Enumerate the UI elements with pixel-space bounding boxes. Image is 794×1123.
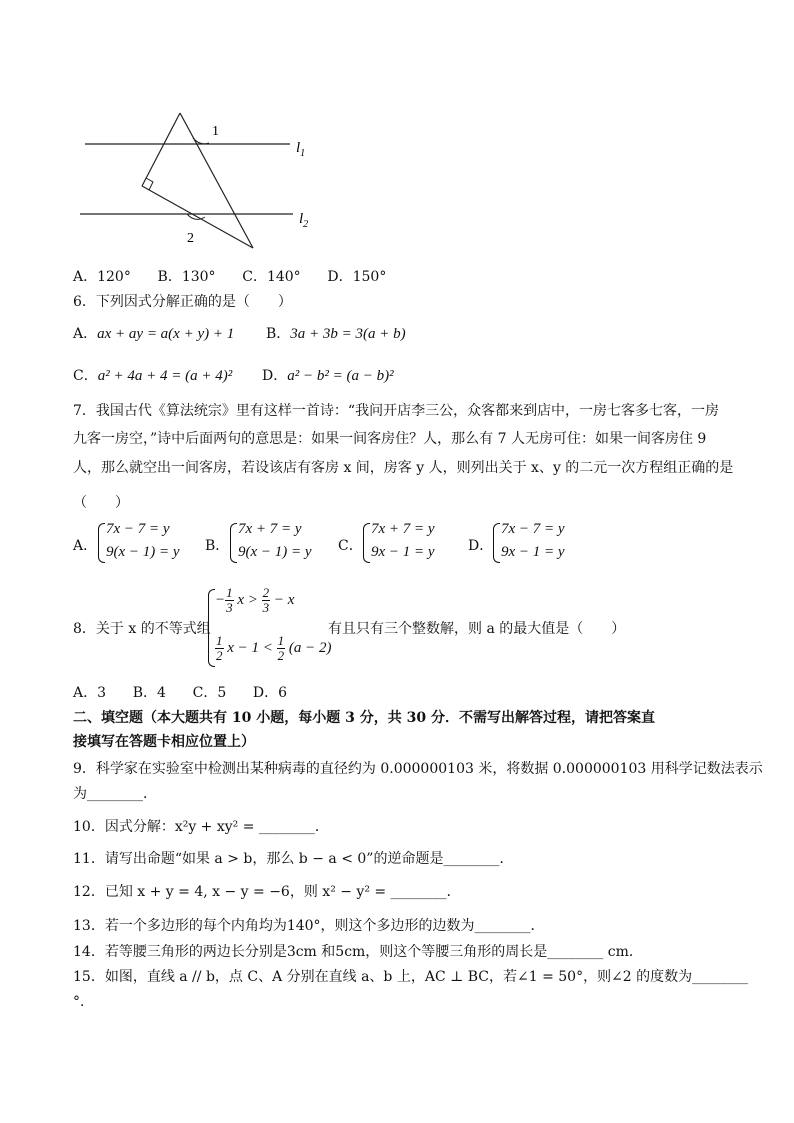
triangle-side-2	[142, 113, 180, 186]
q7-option-a-eq1: 7x − 7 = y	[106, 521, 170, 537]
q7-line-2: 九客一房空，”诗中后面两句的意思是：如果一间客房住？人，那么有 7 人无房可住：如果一间客房住 9	[73, 431, 707, 447]
q6-option-b-expr: 3a + 3b = 3(a + b)	[290, 326, 406, 342]
q8-suffix: 有且只有三个整数解，则 a 的最大值是（ ）	[328, 621, 626, 637]
q6-option-c-expr: a² + 4a + 4 = (a + 4)²	[97, 368, 233, 384]
q8-ineq-2	[215, 634, 332, 663]
q6-option-d-expr: a² − b² = (a − b)²	[287, 368, 394, 384]
q13: 13．若一个多边形的每个内角均为140°，则这个多边形的边数为________．	[73, 918, 545, 934]
q6-option-a-label: A．	[73, 326, 98, 342]
line-l1-label: $l_1$	[296, 140, 306, 159]
q8-ineq1-minus: −	[215, 591, 226, 608]
q7-option-c-eq1: 7x + 7 = y	[371, 521, 435, 537]
q8-ineq1-mid: x >	[237, 591, 258, 608]
q8-ineq2-frac2	[277, 634, 286, 663]
q7-line-1: 7．我国古代《算法统宗》里有这样一首诗：“我问开店李三公，众客都来到店中，一房七客多七客，一房	[73, 403, 720, 419]
q8-ineq2-frac2-den: 2	[277, 648, 285, 663]
q6-option-c	[73, 365, 232, 385]
q7-option-b-brace	[230, 523, 237, 563]
q6-option-c-label: C．	[73, 368, 98, 384]
q7-option-b-label: B．	[205, 538, 230, 554]
q9-line-1: 9．科学家在实验室中检测出某种病毒的直径约为 0.000000103 米，将数据 0.000000103 用科学记数法表示	[73, 761, 763, 777]
q7-option-c-brace	[363, 523, 370, 563]
section-2-heading-line-2: 接填写在答题卡相应位置上）	[73, 734, 255, 750]
q7-option-b-eq1: 7x + 7 = y	[238, 521, 302, 537]
q8-ineq1-frac1	[225, 586, 234, 615]
q5-options: A．120° B．130° C．140° D．150°	[73, 269, 387, 285]
section-2-heading-line-1: 二、填空题（本大题共有 10 小题，每小题 3 分，共 30 分．不需写出解答过程，请把答案直	[73, 710, 655, 726]
q6-option-d	[262, 365, 394, 385]
q11: 11．请写出命题“如果 a > b，那么 b − a < 0”的逆命题是________．	[73, 851, 514, 867]
q7-option-d-eq2: 9x − 1 = y	[501, 544, 565, 560]
q8-brace	[208, 589, 215, 667]
q8-ineq1-right: − x	[273, 591, 295, 608]
q8-ineq-1	[215, 586, 294, 615]
q7-option-d-brace	[493, 523, 500, 563]
q6-option-b-label: B．	[266, 326, 291, 342]
q7-line-4: （ ）	[73, 495, 129, 511]
q8-ineq2-frac2-num: 1	[277, 633, 285, 648]
q7-option-a	[73, 521, 193, 565]
q6-option-a	[73, 323, 234, 343]
angle-1-arc	[193, 138, 209, 144]
q7-option-d-label: D．	[468, 538, 494, 554]
q8-ineq2-right: (a − 2)	[288, 639, 332, 656]
q7-option-d	[468, 521, 588, 565]
q7-option-a-brace	[98, 523, 105, 563]
q15-line-2: °．	[73, 994, 94, 1010]
q8-ineq2-frac1-num: 1	[216, 633, 223, 648]
q8-ineq1-frac2	[262, 586, 271, 615]
q7-line-3: 人，那么就空出一间客房，若设该店有客房 x 间，房客 y 人，则列出关于 x、y 的二元一次方程组正确的是	[73, 460, 734, 476]
q7-option-a-label: A．	[73, 538, 98, 554]
q8-prefix: 8．关于 x 的不等式组	[73, 621, 211, 637]
q12: 12．已知 x + y = 4, x − y = −6，则 x² − y² = ________．	[73, 884, 461, 900]
q8-ineq2-frac1	[215, 634, 224, 663]
angle-1-label: 1	[212, 124, 219, 139]
q7-option-d-eq1: 7x − 7 = y	[501, 521, 565, 537]
q10: 10．因式分解：x²y + xy² = ________．	[73, 819, 329, 835]
q6-option-d-label: D．	[262, 368, 288, 384]
q8-ineq1-frac1-den: 3	[226, 600, 233, 615]
q6-option-b	[266, 323, 406, 343]
q15-line-1: 15．如图，直线 a // b，点 C、A 分别在直线 a、b 上，AC ⊥ BC，若∠1 = 50°，则∠2 的度数为________	[73, 969, 749, 985]
q6-stem: 6．下列因式分解正确的是（ ）	[73, 294, 292, 310]
q8-ineq2-mid: x − 1 <	[227, 639, 273, 656]
q8-options: A．3 B．4 C．5 D．6	[73, 685, 288, 701]
q9-line-2: 为________．	[73, 786, 157, 802]
q8-ineq1-frac2-num: 2	[262, 585, 270, 600]
q6-option-a-expr: ax + ay = a(x + y) + 1	[97, 326, 235, 342]
geometry-figure	[75, 110, 335, 260]
q8-ineq2-frac1-den: 2	[216, 648, 223, 663]
q8-ineq1-frac2-den: 3	[262, 600, 270, 615]
line-l2-label: $l_2$	[299, 211, 309, 230]
q7-option-c-eq2: 9x − 1 = y	[371, 544, 435, 560]
q14: 14．若等腰三角形的两边长分别是3cm 和5cm，则这个等腰三角形的周长是________ cm．	[73, 944, 643, 960]
q7-option-c	[338, 521, 458, 565]
q7-option-a-eq2: 9(x − 1) = y	[106, 544, 180, 560]
angle-2-label: 2	[187, 231, 194, 246]
q7-option-b-eq2: 9(x − 1) = y	[238, 544, 312, 560]
q8-ineq1-frac1-num: 1	[226, 585, 233, 600]
q7-option-c-label: C．	[338, 538, 363, 554]
q7-option-b	[205, 521, 325, 565]
